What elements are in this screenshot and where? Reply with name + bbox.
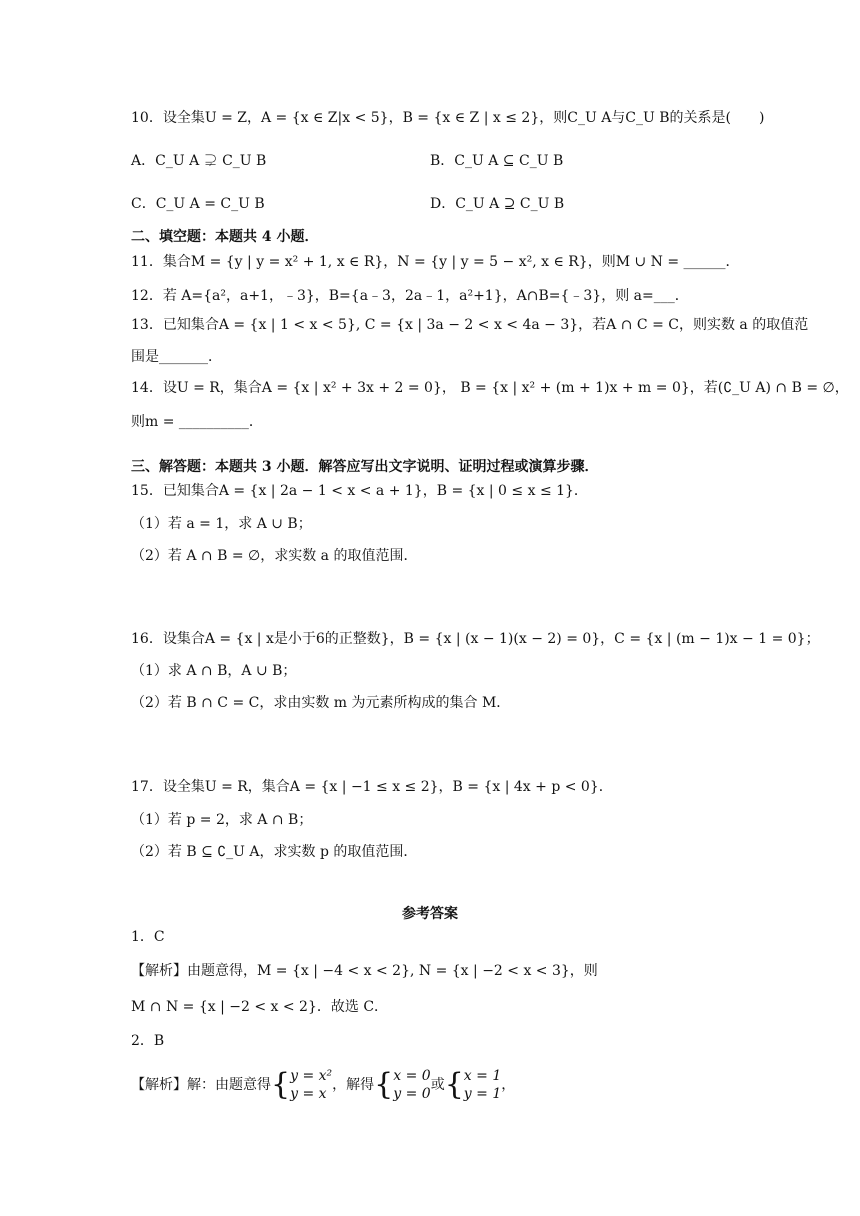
q15-stem: 15．已知集合A = {x | 2a − 1 < x < a + 1}，B = {x | 0 ≤ x ≤ 1}． [131, 483, 588, 499]
brace-glyph: { [271, 1067, 291, 1102]
brace-glyph: { [444, 1067, 464, 1102]
system-1-eq2: y = x [290, 1086, 327, 1102]
system-3 [464, 1067, 501, 1103]
system-2-eq1: x = 0 [393, 1068, 431, 1084]
answer1-line1: 【解析】由题意得，M = {x | −4 < x < 2}, N = {x | −2 < x < 3}，则 [131, 963, 598, 979]
q14-text-line1: 14．设U = R，集合A = {x | x² + 3x + 2 = 0}， B = {x | x² + (m + 1)x + m = 0}，若(∁_U A) ∩ B = ∅， [131, 380, 849, 396]
q17-part2: （2）若 B ⊆ ∁_U A，求实数 p 的取值范围． [131, 844, 418, 860]
answer1-number: 1．C [131, 929, 165, 945]
q11-text: 11．集合M = {y | y = x² + 1, x ∈ R}，N = {y | y = 5 − x², x ∈ R}，则M ∪ N = ______． [131, 254, 740, 270]
answers-title: 参考答案 [402, 906, 458, 922]
q13-text-line2: 围是_______． [131, 349, 222, 365]
answer2-number: 2．B [131, 1033, 165, 1049]
q10-option-b: B．C_U A ⊆ C_U B [430, 153, 564, 169]
q17-part1: （1）若 p = 2，求 A ∩ B； [131, 812, 313, 828]
q10-option-d: D．C_U A ⊇ C_U B [430, 196, 565, 212]
q17-stem: 17．设全集U = R，集合A = {x | −1 ≤ x ≤ 2}，B = {x | 4x + p < 0}． [131, 779, 613, 795]
answer1-line2: M ∩ N = {x | −2 < x < 2}．故选 C． [131, 999, 389, 1015]
answer2-mid: ，解得 [332, 1077, 375, 1093]
system-2-eq2: y = 0 [393, 1086, 431, 1102]
answer2-lead: 【解析】解：由题意得 [131, 1077, 271, 1093]
q13-text-line1: 13．已知集合A = {x | 1 < x < 5}, C = {x | 3a − 2 < x < 4a − 3}，若A ∩ C = C，则实数 a 的取值范 [131, 317, 809, 333]
section2-heading: 二、填空题：本题共 4 小题． [131, 229, 319, 245]
q12-text: 12．若 A={a²，a+1，﹣3}，B={a﹣3，2a﹣1，a²+1}，A∩B={﹣3}，则 a=___． [131, 288, 689, 304]
q10-option-c: C．C_U A = C_U B [131, 196, 265, 212]
system-3-eq2: y = 1 [463, 1086, 502, 1102]
brace-glyph: { [374, 1067, 394, 1102]
answer2-tail: ， [501, 1077, 516, 1093]
q16-part1: （1）求 A ∩ B，A ∪ B； [131, 663, 297, 679]
section3-heading: 三、解答题：本题共 3 小题．解答应写出文字说明、证明过程或演算步骤． [131, 459, 599, 475]
q16-part2: （2）若 B ∩ C = C，求由实数 m 为元素所构成的集合 M． [131, 695, 511, 711]
answer2-or: 或 [430, 1077, 445, 1093]
q15-part1: （1）若 a = 1，求 A ∪ B； [131, 516, 312, 532]
system-1 [290, 1067, 332, 1103]
system-1-eq1: y = x² [290, 1068, 333, 1084]
system-2 [393, 1067, 430, 1103]
q10-stem: 10．设全集U = Z，A = {x ∈ Z|x < 5}，B = {x ∈ Z | x ≤ 2}，则C_U A与C_U B的关系是( ) [131, 110, 765, 126]
q16-stem: 16．设集合A = {x | x是小于6的正整数}，B = {x | (x − 1)(x − 2) = 0}，C = {x | (m − 1)x − 1 = 0}； [131, 631, 820, 647]
answer2-explanation [131, 1063, 515, 1107]
q14-text-line2: 则m = __________． [131, 414, 263, 430]
q10-option-a: A．C_U A ⊋ C_U B [131, 153, 267, 169]
q15-part2: （2）若 A ∩ B = ∅，求实数 a 的取值范围． [131, 548, 418, 564]
system-3-eq1: x = 1 [463, 1068, 502, 1084]
